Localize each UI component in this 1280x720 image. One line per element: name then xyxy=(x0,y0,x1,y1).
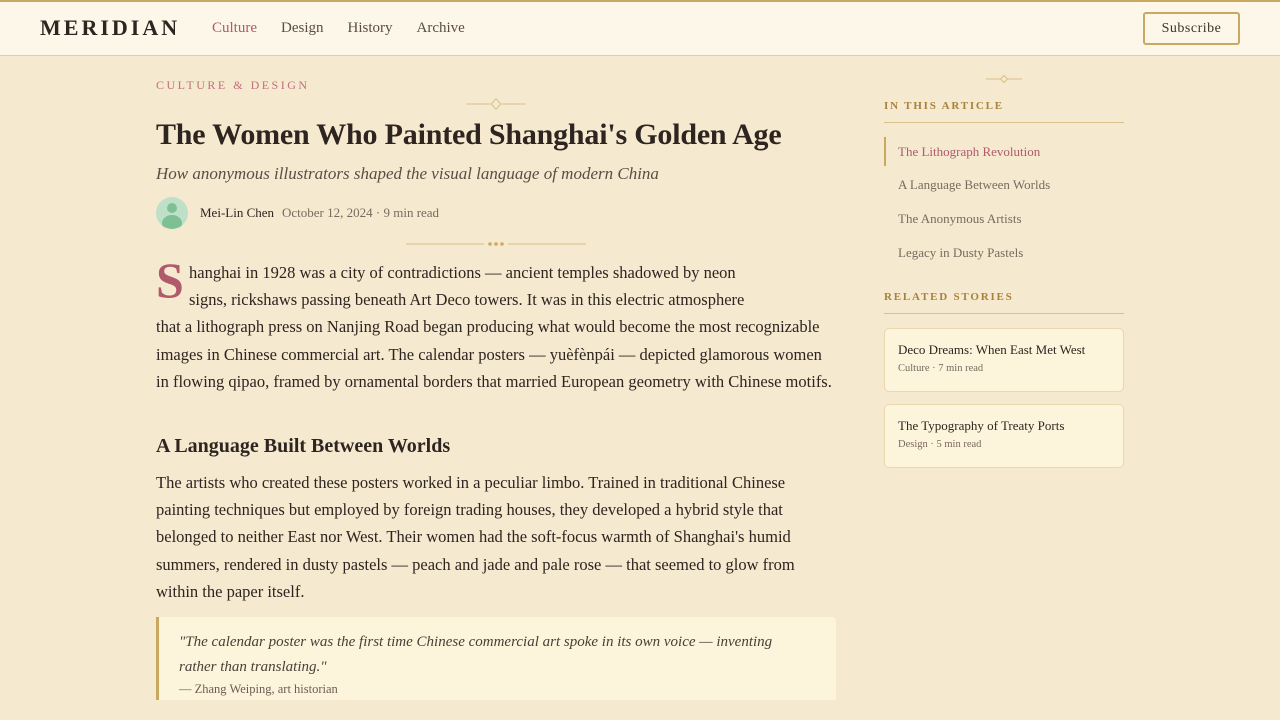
nav-item-culture[interactable]: Culture xyxy=(212,20,257,36)
paragraph-intro xyxy=(156,259,836,395)
paragraph-intro-line-1: hanghai in 1928 was a city of contradictions — ancient temples shadowed by neon xyxy=(189,263,736,282)
paragraph-intro-rest: that a lithograph press on Nanjing Road began producing what would become the most recognizable images in Chinese commercial art. The calendar posters — yuèfènpái — depicted glamorous women in flowing qipao, framed by ornamental borders that married European geometry with Chinese motifs. xyxy=(156,317,832,391)
nav-item-design[interactable]: Design xyxy=(281,20,324,36)
quote-text: "The calendar poster was the first time Chinese commercial art spoke in its own voice — inventing rather than translating." xyxy=(179,634,773,675)
drop-cap: S xyxy=(156,252,184,308)
related-story-meta: Culture · 7 min read xyxy=(898,363,984,374)
pull-quote xyxy=(156,617,836,700)
avatar-body-shape xyxy=(162,215,182,229)
toc-item-artists[interactable]: The Anonymous Artists xyxy=(898,211,1022,226)
toc-item-legacy[interactable]: Legacy in Dusty Pastels xyxy=(898,245,1024,260)
ornament-small-diamond-icon xyxy=(986,74,1022,84)
toc-item-lithograph[interactable]: The Lithograph Revolution xyxy=(884,137,1124,166)
top-bar xyxy=(0,0,1280,56)
related-story-meta: Design · 5 min read xyxy=(898,439,982,450)
author-name[interactable]: Mei-Lin Chen xyxy=(200,205,275,220)
related-story-title: Deco Dreams: When East Met West xyxy=(898,342,1086,357)
nav-item-history[interactable]: History xyxy=(347,20,393,36)
article-category[interactable]: CULTURE & DESIGN xyxy=(156,78,310,92)
article-subtitle: How anonymous illustrators shaped the visual language of modern China xyxy=(156,164,659,183)
article-title: The Women Who Painted Shanghai's Golden Age xyxy=(156,118,782,151)
toc-item-language[interactable]: A Language Between Worlds xyxy=(898,177,1051,192)
quote-attribution: — Zhang Weiping, art historian xyxy=(179,682,338,696)
ornament-dots-icon xyxy=(406,239,586,249)
article-meta: October 12, 2024 · 9 min read xyxy=(282,205,440,220)
paragraph-intro-line-2: signs, rickshaws passing beneath Art Deco towers. It was in this electric atmosphere xyxy=(189,290,745,310)
related-story-card[interactable] xyxy=(884,328,1124,392)
related-story-title: The Typography of Treaty Ports xyxy=(898,418,1065,433)
byline xyxy=(156,197,439,229)
nav-item-archive[interactable]: Archive xyxy=(416,20,465,36)
ornament-diamond-icon xyxy=(466,98,526,110)
author-avatar[interactable] xyxy=(156,197,188,229)
main-nav xyxy=(212,20,465,37)
site-logo[interactable]: MERIDIAN xyxy=(40,15,181,40)
subscribe-button[interactable]: Subscribe xyxy=(1143,12,1240,45)
paragraph-section: The artists who created these posters worked in a peculiar limbo. Trained in traditional Chinese painting techniques but employed by foreign trading houses, they developed a hybrid style that belonged to neither East nor West. Their women had the soft-focus warmth of Shanghai's humid summers, rendered in dusty pastels — peach and jade and pale rose — that seemed to glow from within the paper itself. xyxy=(156,473,795,601)
toc-heading: IN THIS ARTICLE xyxy=(884,100,1124,123)
avatar-head-shape xyxy=(167,203,177,213)
section-heading: A Language Built Between Worlds xyxy=(156,435,451,457)
related-story-card[interactable] xyxy=(884,404,1124,468)
related-heading: RELATED STORIES xyxy=(884,291,1124,314)
